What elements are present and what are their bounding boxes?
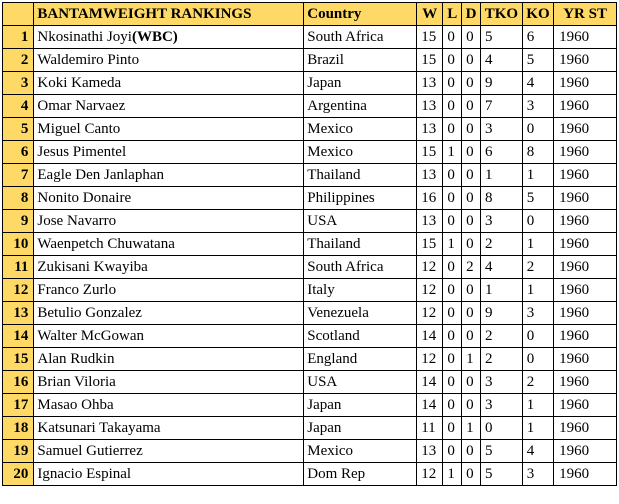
row-wins: 16 — [417, 187, 443, 210]
row-losses: 0 — [443, 95, 462, 118]
row-losses: 1 — [443, 233, 462, 256]
fighter-name-text: Koki Kameda — [37, 74, 122, 91]
row-year-started: 1960 — [554, 302, 617, 325]
row-draws: 0 — [462, 233, 481, 256]
row-country: Mexico — [304, 440, 417, 463]
row-draws: 0 — [462, 210, 481, 233]
row-losses: 0 — [443, 187, 462, 210]
row-wins: 13 — [417, 440, 443, 463]
row-fighter-name — [34, 26, 304, 49]
row-losses: 0 — [443, 26, 462, 49]
row-rank: 13 — [3, 302, 34, 325]
fighter-name-text: Nkosinathi Joyi — [37, 28, 132, 45]
row-fighter-name — [34, 49, 304, 72]
row-tko: 5 — [480, 26, 522, 49]
row-rank: 16 — [3, 371, 34, 394]
row-fighter-name — [34, 187, 304, 210]
row-tko: 3 — [480, 210, 522, 233]
row-wins: 13 — [417, 95, 443, 118]
table-row — [3, 210, 617, 233]
row-draws: 1 — [462, 348, 481, 371]
table-row — [3, 49, 617, 72]
fighter-name-text: Zukisani Kwayiba — [37, 258, 148, 275]
column-header-w: W — [417, 3, 443, 26]
row-tko: 5 — [480, 463, 522, 486]
row-wins: 15 — [417, 233, 443, 256]
row-fighter-name — [34, 371, 304, 394]
fighter-name-text: Walter McGowan — [37, 327, 145, 344]
table-row — [3, 417, 617, 440]
row-fighter-name — [34, 210, 304, 233]
table-row — [3, 463, 617, 486]
fighter-name-text: Jesus Pimentel — [37, 143, 127, 160]
row-draws: 0 — [462, 279, 481, 302]
row-losses: 0 — [443, 325, 462, 348]
row-country: Japan — [304, 72, 417, 95]
table-row — [3, 256, 617, 279]
row-country: Argentina — [304, 95, 417, 118]
row-ko: 1 — [522, 394, 553, 417]
row-rank: 1 — [3, 26, 34, 49]
row-losses: 0 — [443, 348, 462, 371]
row-rank: 2 — [3, 49, 34, 72]
row-draws: 1 — [462, 417, 481, 440]
row-fighter-name — [34, 325, 304, 348]
row-fighter-name — [34, 440, 304, 463]
row-year-started: 1960 — [554, 463, 617, 486]
table-row — [3, 141, 617, 164]
table-row — [3, 233, 617, 256]
row-fighter-name — [34, 302, 304, 325]
row-wins: 13 — [417, 118, 443, 141]
row-fighter-name — [34, 394, 304, 417]
row-fighter-name — [34, 72, 304, 95]
table-row — [3, 164, 617, 187]
row-country: Brazil — [304, 49, 417, 72]
row-wins: 14 — [417, 371, 443, 394]
fighter-name-text: Masao Ohba — [37, 396, 114, 413]
row-draws: 0 — [462, 49, 481, 72]
row-country: England — [304, 348, 417, 371]
row-wins: 13 — [417, 164, 443, 187]
row-ko: 1 — [522, 279, 553, 302]
row-wins: 15 — [417, 49, 443, 72]
row-country: Venezuela — [304, 302, 417, 325]
row-tko: 2 — [480, 233, 522, 256]
row-year-started: 1960 — [554, 72, 617, 95]
row-draws: 0 — [462, 325, 481, 348]
row-rank: 17 — [3, 394, 34, 417]
row-year-started: 1960 — [554, 210, 617, 233]
table-header-row — [3, 3, 617, 26]
row-losses: 0 — [443, 279, 462, 302]
row-ko: 1 — [522, 417, 553, 440]
row-tko: 9 — [480, 302, 522, 325]
fighter-name-text: Waldemiro Pinto — [37, 51, 140, 68]
row-draws: 0 — [462, 95, 481, 118]
row-year-started: 1960 — [554, 417, 617, 440]
row-wins: 12 — [417, 279, 443, 302]
row-year-started: 1960 — [554, 256, 617, 279]
row-wins: 14 — [417, 394, 443, 417]
row-ko: 0 — [522, 325, 553, 348]
row-ko: 5 — [522, 49, 553, 72]
row-tko: 0 — [480, 417, 522, 440]
row-draws: 0 — [462, 26, 481, 49]
row-year-started: 1960 — [554, 49, 617, 72]
row-losses: 0 — [443, 49, 462, 72]
table-body — [3, 26, 617, 486]
row-tko: 4 — [480, 49, 522, 72]
row-rank: 10 — [3, 233, 34, 256]
fighter-name-text: Omar Narvaez — [37, 97, 126, 114]
table-row — [3, 279, 617, 302]
row-fighter-name — [34, 233, 304, 256]
row-draws: 0 — [462, 72, 481, 95]
row-wins: 11 — [417, 417, 443, 440]
table-row — [3, 371, 617, 394]
table-row — [3, 26, 617, 49]
row-ko: 4 — [522, 440, 553, 463]
row-country: Dom Rep — [304, 463, 417, 486]
row-year-started: 1960 — [554, 440, 617, 463]
row-tko: 7 — [480, 95, 522, 118]
row-wins: 13 — [417, 72, 443, 95]
column-header-yr-st: YR ST — [554, 3, 617, 26]
row-rank: 19 — [3, 440, 34, 463]
row-rank: 4 — [3, 95, 34, 118]
row-tko: 8 — [480, 187, 522, 210]
row-wins: 12 — [417, 302, 443, 325]
row-wins: 15 — [417, 26, 443, 49]
table-row — [3, 394, 617, 417]
column-header-d: D — [462, 3, 481, 26]
row-fighter-name — [34, 348, 304, 371]
row-fighter-name — [34, 256, 304, 279]
row-rank: 12 — [3, 279, 34, 302]
fighter-name-text: Miguel Canto — [37, 120, 121, 137]
row-rank: 8 — [3, 187, 34, 210]
row-country: Mexico — [304, 141, 417, 164]
row-year-started: 1960 — [554, 164, 617, 187]
row-losses: 0 — [443, 440, 462, 463]
row-year-started: 1960 — [554, 141, 617, 164]
row-country: South Africa — [304, 26, 417, 49]
row-fighter-name — [34, 463, 304, 486]
column-header-l: L — [443, 3, 462, 26]
row-country: Italy — [304, 279, 417, 302]
fighter-name-text: Betulio Gonzalez — [37, 304, 142, 321]
row-country: USA — [304, 371, 417, 394]
row-ko: 3 — [522, 302, 553, 325]
row-losses: 0 — [443, 417, 462, 440]
row-tko: 1 — [480, 164, 522, 187]
column-header-title: BANTAMWEIGHT RANKINGS — [34, 3, 304, 26]
row-year-started: 1960 — [554, 371, 617, 394]
table-row — [3, 302, 617, 325]
row-country: Japan — [304, 417, 417, 440]
table-row — [3, 187, 617, 210]
row-draws: 2 — [462, 256, 481, 279]
row-draws: 0 — [462, 440, 481, 463]
row-rank: 6 — [3, 141, 34, 164]
row-ko: 2 — [522, 371, 553, 394]
row-country: South Africa — [304, 256, 417, 279]
column-header-tko: TKO — [480, 3, 522, 26]
table-row — [3, 95, 617, 118]
row-wins: 12 — [417, 463, 443, 486]
fighter-name-text: Jose Navarro — [37, 212, 117, 229]
row-rank: 14 — [3, 325, 34, 348]
row-draws: 0 — [462, 463, 481, 486]
row-rank: 11 — [3, 256, 34, 279]
row-ko: 4 — [522, 72, 553, 95]
bantamweight-rankings-table — [2, 2, 617, 486]
row-fighter-name — [34, 279, 304, 302]
row-country: Philippines — [304, 187, 417, 210]
row-year-started: 1960 — [554, 279, 617, 302]
row-losses: 0 — [443, 164, 462, 187]
column-header-rank — [3, 3, 34, 26]
row-rank: 7 — [3, 164, 34, 187]
row-draws: 0 — [462, 302, 481, 325]
fighter-name-text: Katsunari Takayama — [37, 419, 161, 436]
column-header-country: Country — [304, 3, 417, 26]
row-year-started: 1960 — [554, 26, 617, 49]
row-country: Mexico — [304, 118, 417, 141]
row-losses: 0 — [443, 394, 462, 417]
row-fighter-name — [34, 417, 304, 440]
row-country: Thailand — [304, 164, 417, 187]
table-row — [3, 440, 617, 463]
row-rank: 20 — [3, 463, 34, 486]
row-draws: 0 — [462, 118, 481, 141]
row-tko: 3 — [480, 394, 522, 417]
row-draws: 0 — [462, 141, 481, 164]
title-belt-badge: (WBC) — [131, 28, 178, 45]
row-tko: 9 — [480, 72, 522, 95]
row-ko: 6 — [522, 26, 553, 49]
table-row — [3, 348, 617, 371]
row-country: Japan — [304, 394, 417, 417]
fighter-name-text: Brian Viloria — [37, 373, 116, 390]
row-tko: 5 — [480, 440, 522, 463]
row-draws: 0 — [462, 394, 481, 417]
row-country: USA — [304, 210, 417, 233]
row-tko: 6 — [480, 141, 522, 164]
row-year-started: 1960 — [554, 118, 617, 141]
row-year-started: 1960 — [554, 233, 617, 256]
row-ko: 3 — [522, 95, 553, 118]
row-year-started: 1960 — [554, 394, 617, 417]
row-year-started: 1960 — [554, 187, 617, 210]
row-rank: 3 — [3, 72, 34, 95]
row-country: Thailand — [304, 233, 417, 256]
fighter-name-text: Waenpetch Chuwatana — [37, 235, 175, 252]
row-wins: 15 — [417, 141, 443, 164]
row-draws: 0 — [462, 164, 481, 187]
row-losses: 0 — [443, 210, 462, 233]
row-wins: 13 — [417, 210, 443, 233]
fighter-name-text: Nonito Donaire — [37, 189, 132, 206]
row-ko: 5 — [522, 187, 553, 210]
row-tko: 2 — [480, 325, 522, 348]
row-rank: 9 — [3, 210, 34, 233]
row-draws: 0 — [462, 371, 481, 394]
row-losses: 0 — [443, 72, 462, 95]
fighter-name-text: Ignacio Espinal — [37, 465, 132, 482]
row-fighter-name — [34, 164, 304, 187]
row-ko: 2 — [522, 256, 553, 279]
row-year-started: 1960 — [554, 348, 617, 371]
row-year-started: 1960 — [554, 95, 617, 118]
row-tko: 4 — [480, 256, 522, 279]
row-wins: 14 — [417, 325, 443, 348]
row-rank: 18 — [3, 417, 34, 440]
row-tko: 3 — [480, 118, 522, 141]
fighter-name-text: Alan Rudkin — [37, 350, 115, 367]
table-row — [3, 325, 617, 348]
row-draws: 0 — [462, 187, 481, 210]
fighter-name-text: Samuel Gutierrez — [37, 442, 143, 459]
row-tko: 2 — [480, 348, 522, 371]
row-fighter-name — [34, 118, 304, 141]
row-losses: 0 — [443, 371, 462, 394]
row-fighter-name — [34, 95, 304, 118]
row-losses: 0 — [443, 302, 462, 325]
row-ko: 0 — [522, 210, 553, 233]
row-ko: 3 — [522, 463, 553, 486]
row-year-started: 1960 — [554, 325, 617, 348]
row-wins: 12 — [417, 256, 443, 279]
row-ko: 1 — [522, 233, 553, 256]
fighter-name-text: Franco Zurlo — [37, 281, 117, 298]
row-losses: 0 — [443, 118, 462, 141]
table-row — [3, 118, 617, 141]
row-losses: 0 — [443, 256, 462, 279]
row-rank: 15 — [3, 348, 34, 371]
row-ko: 0 — [522, 348, 553, 371]
row-tko: 1 — [480, 279, 522, 302]
row-tko: 3 — [480, 371, 522, 394]
row-fighter-name — [34, 141, 304, 164]
column-header-ko: KO — [522, 3, 553, 26]
row-wins: 12 — [417, 348, 443, 371]
row-country: Scotland — [304, 325, 417, 348]
table-row — [3, 72, 617, 95]
row-ko: 1 — [522, 164, 553, 187]
row-losses: 1 — [443, 141, 462, 164]
row-losses: 1 — [443, 463, 462, 486]
row-ko: 0 — [522, 118, 553, 141]
row-ko: 8 — [522, 141, 553, 164]
fighter-name-text: Eagle Den Janlaphan — [37, 166, 164, 183]
row-rank: 5 — [3, 118, 34, 141]
